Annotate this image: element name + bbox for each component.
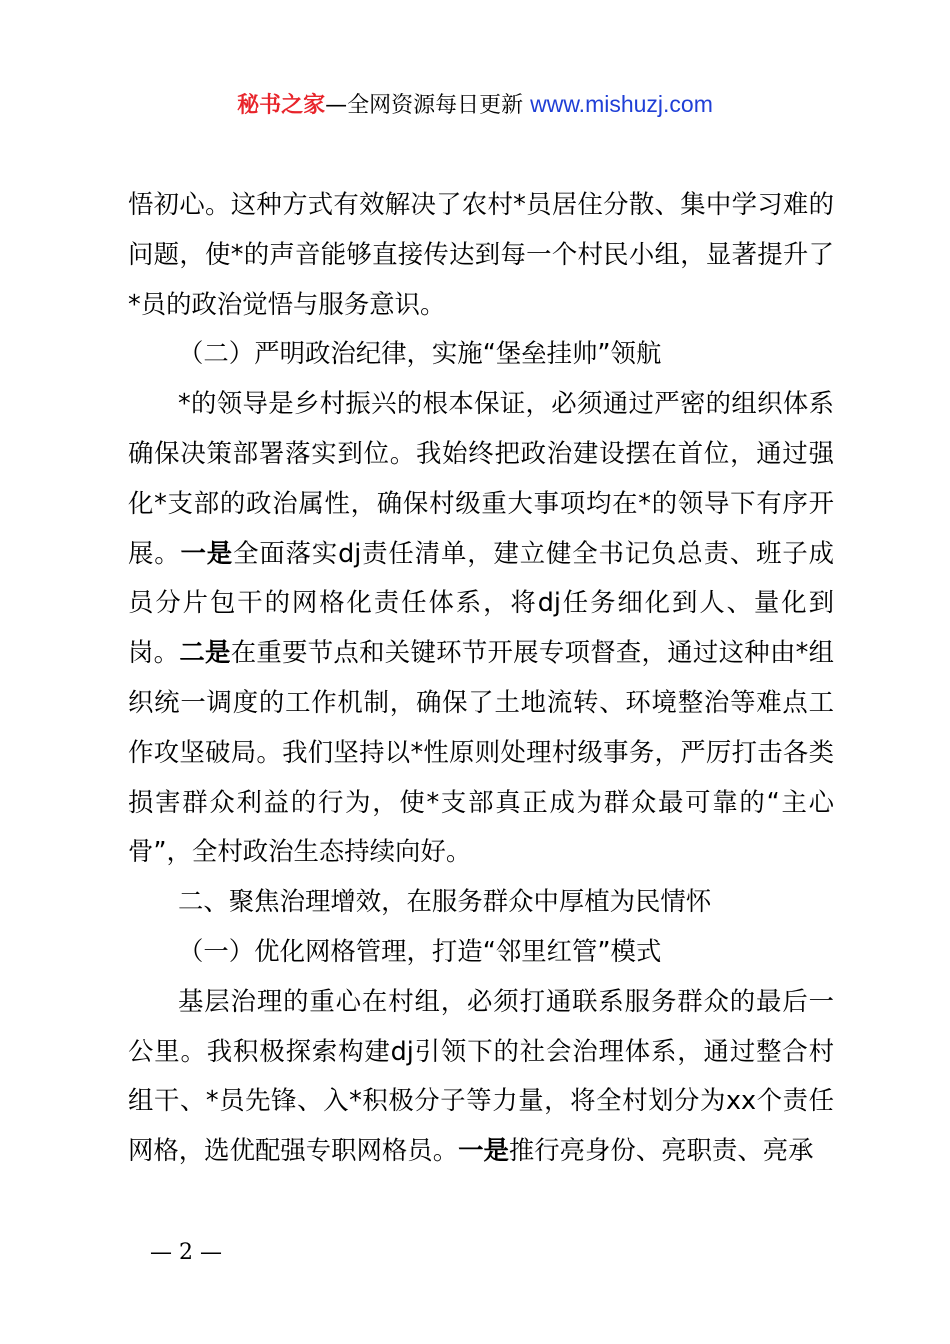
paragraph-text: 全面落实dj责任清单，建立健全书记负总责、班子成员分片包干的网格化责任体系，将dj任务细化到人、量化到岗。 <box>128 537 835 668</box>
subsection-heading: （二）严明政治纪律，实施“堡垒挂帅”领航 <box>178 338 662 369</box>
paragraph-text: 基层治理的重心在村组，必须打通联系服务群众的最后一公里。我积极探索构建dj引领下的社会治理体系，通过整合村组干、*员先锋、入*积极分子等力量，将全村划分为xx个责任网格，选优配强专职网格员。 <box>128 985 834 1166</box>
bold-lead: 一是 <box>180 537 234 568</box>
paragraph-text: *的领导是乡村振兴的根本保证，必须通过严密的组织体系确保决策部署落实到位。我始终把政治建设摆在首位，通过强化*支部的政治属性，确保村级重大事项均在*的领导下有序开展。 <box>128 388 834 568</box>
section-heading: 二、聚焦治理增效，在服务群众中厚植为民情怀 <box>178 886 712 917</box>
paragraph-continuation: 悟初心。这种方式有效解决了农村*员居住分散、集中学习难的问题，使*的声音能够直接传达到每一个村民小组，显著提升了*员的政治觉悟与服务意识。 <box>128 189 834 319</box>
site-header <box>0 86 950 124</box>
paragraph-text: 在重要节点和关键环节开展专项督查，通过这种由*组织统一调度的工作机制，确保了土地流转、环境整治等难点工作攻坚破局。我们坚持以*性原则处理村级事务，严厉打击各类损害群众利益的行为，使*支部真正成为群众最可靠的“主心骨”，全村政治生态持续向好。 <box>128 637 835 867</box>
page-number: — 2 — <box>150 1240 222 1265</box>
bold-lead: 一是 <box>458 1135 509 1166</box>
subsection-heading: （一）优化网格管理，打造“邻里红管”模式 <box>178 935 662 966</box>
paragraph <box>128 379 834 877</box>
header-slogan: —全网资源每日更新 <box>325 93 524 118</box>
brand-name: 秘书之家 <box>237 93 326 118</box>
paragraph-text: 推行亮身份、亮职责、亮承 <box>508 1135 814 1166</box>
header-url[interactable]: www.mishuzj.com <box>530 91 713 117</box>
bold-lead: 二是 <box>179 637 231 668</box>
paragraph <box>128 977 834 1176</box>
document-body <box>128 180 834 1176</box>
